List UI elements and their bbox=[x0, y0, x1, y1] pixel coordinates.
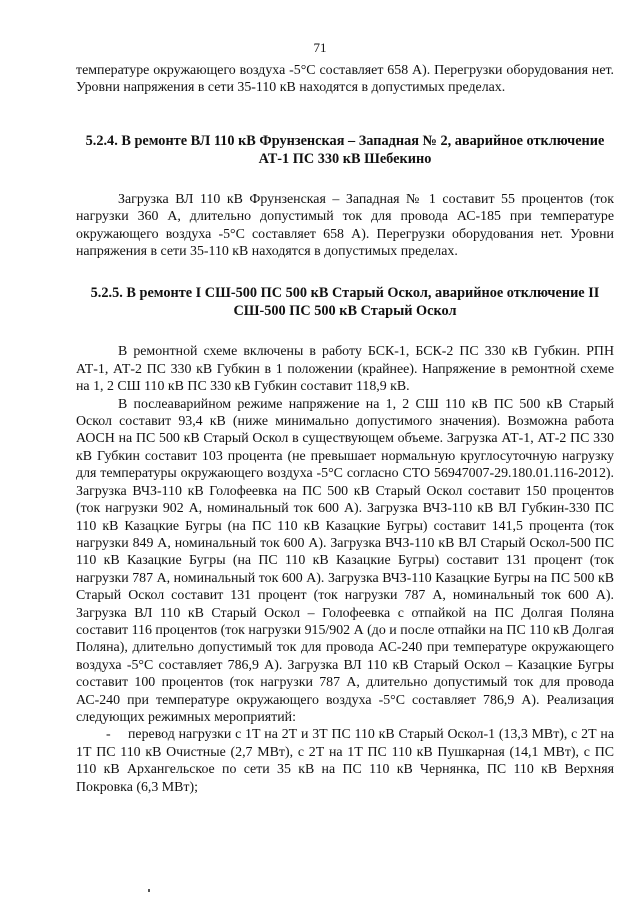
section-5-2-4-paragraph: Загрузка ВЛ 110 кВ Фрунзенская – Западная № 1 составит 55 процентов (ток нагрузки 360 А, длительно допустимый ток для провода АС-185 при температуре окружающего воздуха -5°С составляет 658 А). Перегрузки оборудования нет. Уровни напряжения в сети 35-110 кВ находятся в допустимых пределах. bbox=[76, 191, 614, 260]
section-5-2-5-heading: 5.2.5. В ремонте I СШ-500 ПС 500 кВ Старый Оскол, аварийное отключение II СШ-500 ПС 500 кВ Старый Оскол bbox=[90, 285, 600, 320]
document-body bbox=[76, 62, 614, 796]
page-number: 71 bbox=[313, 40, 327, 55]
intro-paragraph: температуре окружающего воздуха -5°С составляет 658 А). Перегрузки оборудования нет. Уровни напряжения в сети 35-110 кВ находятся в допустимых пределах. bbox=[76, 63, 614, 96]
section-5-2-5-paragraph-2: В послеаварийном режиме напряжение на 1, 2 СШ 110 кВ ПС 500 кВ Старый Оскол составит 93,4 кВ (ниже минимально допустимого значения). Возможна работа АОСН на ПС 500 кВ Старый Оскол в существующем объеме. Загрузка АТ-1, АТ-2 ПС 330 кВ Губкин составит 103 процента (не превышает нормальную круглосуточную нагрузку для температуры окружающего воздуха -5°С согласно СТО 56947007-29.180.01.116-2012). Загрузка ВЧЗ-110 кВ Голофеевка на ПС 500 кВ Старый Оскол составит 150 процентов (ток нагрузки 902 А, номинальный ток 600 А). Загрузка ВЧЗ-110 кВ ВЛ Губкин-330 ПС 110 кВ Казацкие Бугры (на ПС 110 кВ Казацкие Бугры) составит 141,5 процента (ток нагрузки 849 А, номинальный ток 600 А). Загрузка ВЧЗ-110 кВ ВЛ Старый Оскол-500 ПС 110 кВ Казацкие Бугры (на ПС 110 кВ Казацкие Бугры) составит 131 процент (ток нагрузки 787 А, номинальный ток 600 А). Загрузка ВЧЗ-110 Казацкие Бугры на ПС 500 кВ Старый Оскол составит 131 процент (ток нагрузки 787 А, номинальный ток 600 А). Загрузка ВЛ 110 кВ Старый Оскол – Голофеевка с отпайкой на ПС Долгая Поляна составит 116 процентов (ток нагрузки 915/902 А (до и после отпайки на ПС 110 кВ Долгая Поляна), длительно допустимый ток для провода АС-240 при температуре окружающего воздуха -5°С составляет 786,9 А). Загрузка ВЛ 110 кВ Старый Оскол – Казацкие Бугры составит 100 процентов (ток нагрузки 787 А, длительно допустимый ток для провода АС-240 при температуре окружающего воздуха -5°С составляет 786,9 А). Реализация следующих режимных мероприятий: bbox=[76, 396, 614, 725]
section-5-2-5-paragraph-1: В ремонтной схеме включены в работу БСК-1, БСК-2 ПС 330 кВ Губкин. РПН АТ-1, АТ-2 ПС 330 кВ Губкин в 1 положении (крайнее). Напряжение в ремонтной схеме на 1, 2 СШ 110 кВ ПС 330 кВ Губкин составит 118,9 кВ. bbox=[76, 344, 614, 395]
section-5-2-4-heading: 5.2.4. В ремонте ВЛ 110 кВ Фрунзенская – Западная № 2, аварийное отключение АТ-1 ПС 330 кВ Шебекино bbox=[85, 132, 605, 167]
list-item-text: перевод нагрузки с 1Т на 2Т и 3Т ПС 110 кВ Старый Оскол-1 (13,3 МВт), с 2Т на 1Т ПС 110 кВ Очистные (2,7 МВт), с 2Т на 1Т ПС 110 кВ Пушкарная (14,1 МВт), с ПС 110 кВ Архангельское по сети 35 кВ на ПС 110 кВ Чернянка, ПС 110 кВ Верхняя Покровка (6,3 МВт); bbox=[76, 727, 614, 795]
scan-mark bbox=[148, 889, 150, 892]
list-item bbox=[76, 726, 614, 796]
list-dash: - bbox=[106, 727, 111, 743]
